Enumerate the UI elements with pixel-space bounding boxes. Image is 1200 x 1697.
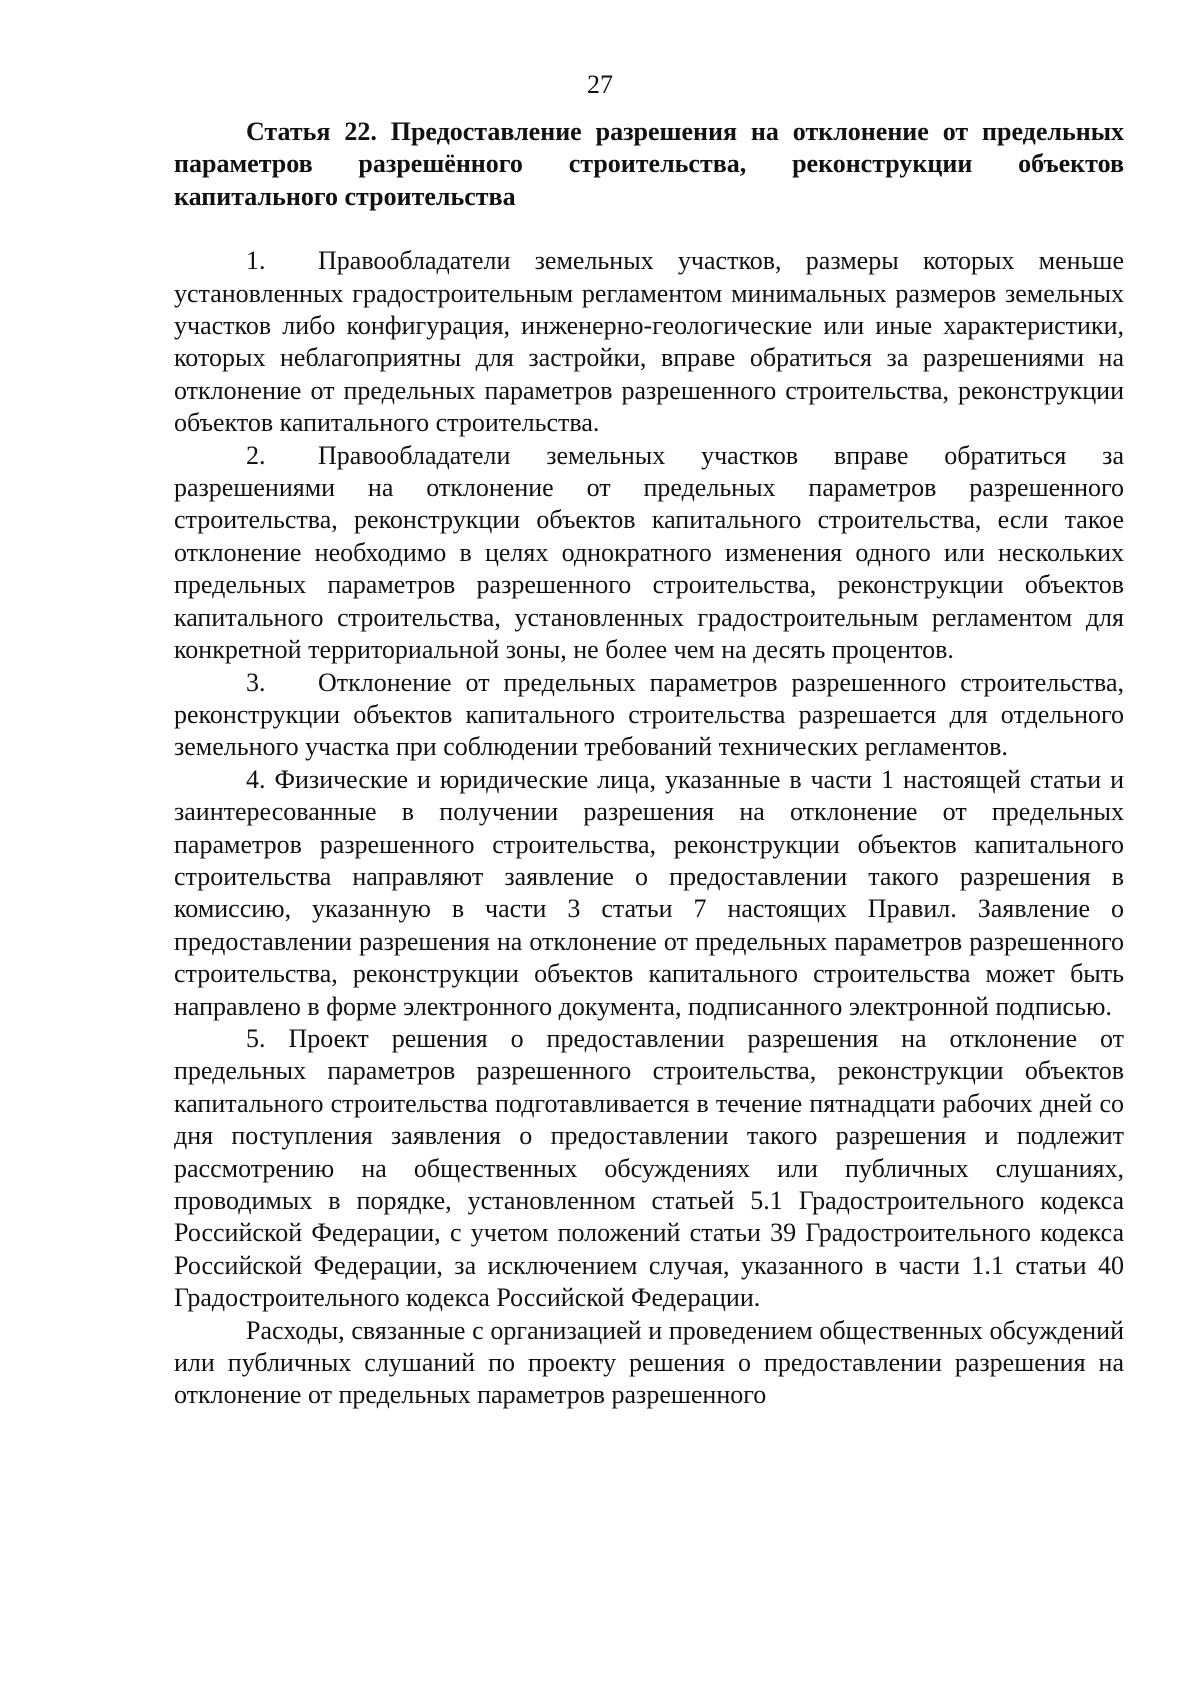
paragraph-text: Правообладатели земельных участков вправе обратиться за разрешениями на отклонение от предельных параметров разрешенного строительства, реконструкции объектов капитального строительства, если такое отклонение необходимо в целях однократного изменения одного или нескольких предельных параметров разрешенного строительства, реконструкции объектов капитального строительства, установленных градостроительным регламентом для конкретной территориальной зоны, не более чем на десять процентов. [174, 440, 1124, 665]
paragraph-4: 4. Физические и юридические лица, указанные в части 1 настоящей статьи и заинтересованные в получении разрешения на отклонение от предельных параметров разрешенного строительства, реконструкции объектов капитального строительства направляют заявление о предоставлении такого разрешения в комиссию, указанную в части 3 статьи 7 настоящих Правил. Заявление о предоставлении разрешения на отклонение от предельных параметров разрешенного строительства, реконструкции объектов капитального строительства может быть направлено в форме электронного документа, подписанного электронной подписью. [174, 764, 1124, 1021]
article-title: Статья 22. Предоставление разрешения на отклонение от предельных параметров разрешённого строительства, реконструкции объектов капитального строительства [174, 117, 1124, 211]
paragraph-text: Правообладатели земельных участков, размеры которых меньше установленных градостроительным регламентом минимальных размеров земельных участков либо конфигурация, инженерно-геологические или иные характеристики, которых неблагоприятны для застройки, вправе обратиться за разрешениями на отклонение от предельных параметров разрешенного строительства, реконструкции объектов капитального строительства. [174, 246, 1124, 438]
page-content [174, 116, 1124, 1412]
paragraph-5: 5. Проект решения о предоставлении разрешения на отклонение от предельных параметров разрешенного строительства, реконструкции объектов капитального строительства подготавливается в течение пятнадцати рабочих дней со дня поступления заявления о предоставлении такого разрешения и подлежит рассмотрению на общественных обсуждениях или публичных слушаниях, проводимых в порядке, установленном статьей 5.1 Градостроительного кодекса Российской Федерации, с учетом положений статьи 39 Градостроительного кодекса Российской Федерации, за исключением случая, указанного в части 1.1 статьи 40 Градостроительного кодекса Российской Федерации. [174, 1023, 1124, 1313]
paragraph-text: Отклонение от предельных параметров разрешенного строительства, реконструкции объектов капитального строительства разрешается для отдельного земельного участка при соблюдении требований технических регламентов. [174, 667, 1124, 762]
paragraph-number: 1. [246, 246, 266, 276]
page-number: 27 [587, 70, 613, 99]
paragraph-expenses: Расходы, связанные с организацией и проведением общественных обсуждений или публичных слушаний по проекту решения о предоставлении разрешения на отклонение от предельных параметров разрешенного [174, 1315, 1124, 1410]
paragraph-3 [174, 667, 1124, 764]
paragraph-1 [174, 245, 1124, 439]
paragraph-number: 2. [246, 440, 266, 470]
paragraph-number: 3. [246, 667, 266, 697]
paragraph-2 [174, 440, 1124, 667]
